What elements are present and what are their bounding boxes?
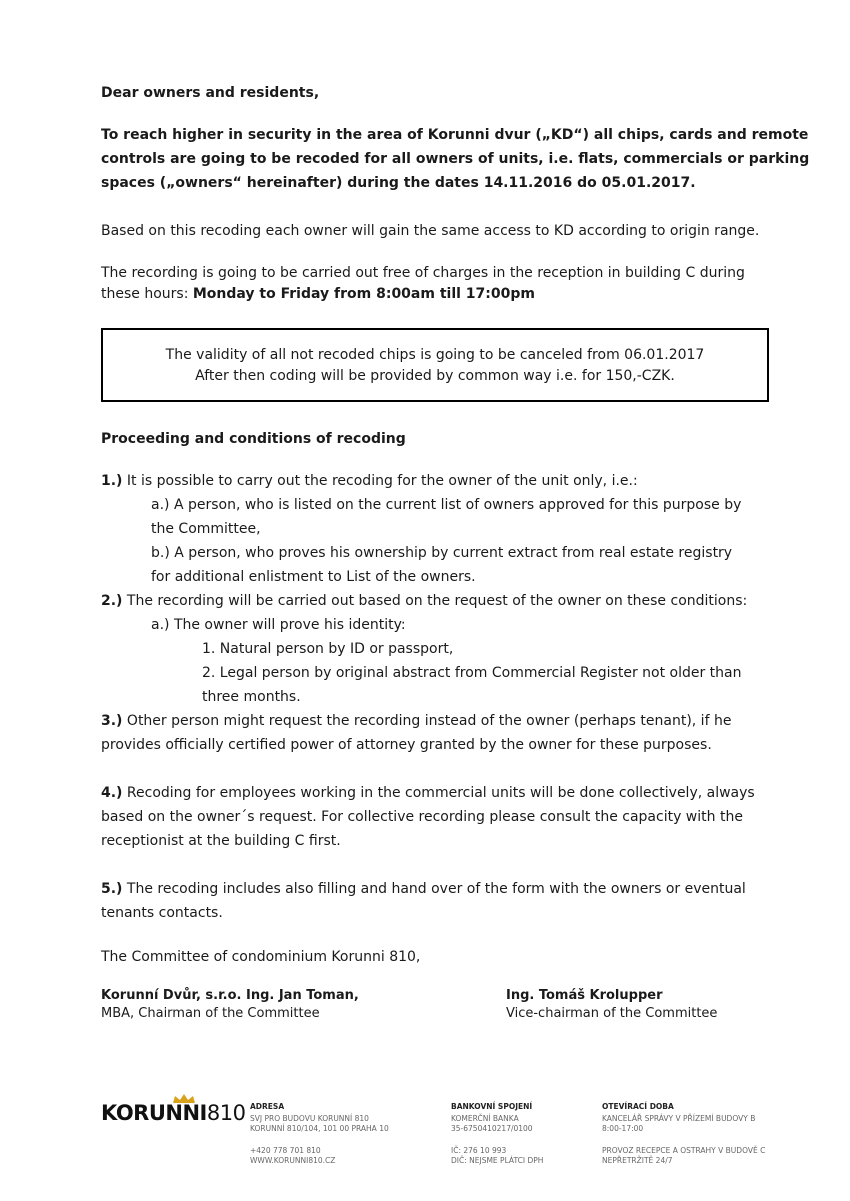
notice-line-2: After then coding will be provided by common way i.e. for 150,-CZK. xyxy=(195,368,675,384)
item-3-number: 3.) xyxy=(101,713,123,729)
item-2 xyxy=(101,592,747,610)
item-3-line-2: provides officially certified power of attorney granted by the owner for these purposes. xyxy=(101,737,712,753)
item-5-line-2: tenants contacts. xyxy=(101,905,223,921)
item-3-text: Other person might request the recording instead of the owner (perhaps tenant), if he xyxy=(122,713,732,729)
logo-number: 810 xyxy=(206,1101,246,1125)
item-2a: a.) The owner will prove his identity: xyxy=(151,617,406,633)
footer-bank-line-2: 35-6750410217/0100 xyxy=(451,1124,533,1133)
hours-prefix: these hours: xyxy=(101,286,193,302)
item-1b-line-2: for additional enlistment to List of the owners. xyxy=(151,569,476,585)
footer-address-line-2: KORUNNÍ 810/104, 101 00 PRAHA 10 xyxy=(250,1124,389,1133)
footer-bank xyxy=(451,1102,543,1166)
hours-paragraph-line-1: The recording is going to be carried out free of charges in the reception in building C during xyxy=(101,265,745,281)
footer-address-line-1: SVJ PRO BUDOVU KORUNNÍ 810 xyxy=(250,1114,369,1123)
signature-left xyxy=(101,987,359,1023)
item-2a-2-line-2: three months. xyxy=(202,689,301,705)
greeting: Dear owners and residents, xyxy=(101,85,320,101)
signature-right xyxy=(506,987,717,1023)
logo-text xyxy=(101,1101,245,1125)
item-1a-line-1: a.) A person, who is listed on the current list of owners approved for this purpose by xyxy=(151,497,742,513)
footer-address xyxy=(250,1102,389,1166)
footer-hours-line-1: KANCELÁŘ SPRÁVY V PŘÍZEMÍ BUDOVY B xyxy=(602,1114,756,1123)
item-1a-line-2: the Committee, xyxy=(151,521,261,537)
intro-line-2: controls are going to be recoded for all owners of units, i.e. flats, commercials or parking xyxy=(101,151,810,167)
footer-bank-line-1: KOMERČNÍ BANKA xyxy=(451,1114,519,1123)
item-4-number: 4.) xyxy=(101,785,123,801)
hours-bold: Monday to Friday from 8:00am till 17:00pm xyxy=(192,286,535,302)
item-4-line-2: based on the owner´s request. For collective recording please consult the capacity with the xyxy=(101,809,743,825)
footer-address-line-4: WWW.KORUNNI810.CZ xyxy=(250,1156,336,1165)
signature-left-title: MBA, Chairman of the Committee xyxy=(101,1006,320,1021)
item-1-number: 1.) xyxy=(101,473,123,489)
item-2-number: 2.) xyxy=(101,593,123,609)
footer-bank-head: BANKOVNÍ SPOJENÍ xyxy=(451,1102,533,1111)
footer-hours-line-2: 8:00-17:00 xyxy=(602,1124,644,1133)
item-5-number: 5.) xyxy=(101,881,123,897)
footer-hours xyxy=(602,1102,765,1166)
section-title: Proceeding and conditions of recoding xyxy=(101,431,406,447)
item-1 xyxy=(101,472,638,490)
footer-hours-line-4: NEPŘETRŽITĚ 24/7 xyxy=(602,1156,673,1165)
footer-bank-line-4: DIČ: NEJSME PLÁTCI DPH xyxy=(451,1156,544,1165)
korunni-logo xyxy=(101,1097,246,1127)
item-4-text: Recoding for employees working in the commercial units will be done collectively, always xyxy=(122,785,755,801)
footer-hours-line-3: PROVOZ RECEPCE A OSTRAHY V BUDOVĚ C xyxy=(602,1146,766,1155)
item-1b-line-1: b.) A person, who proves his ownership by current extract from real estate registry xyxy=(151,545,733,561)
closing-line: The Committee of condominium Korunni 810, xyxy=(101,949,421,965)
footer-address-head: ADRESA xyxy=(250,1102,285,1111)
item-2-text: The recording will be carried out based on the request of the owner on these conditions: xyxy=(122,593,748,609)
item-2a-1: 1. Natural person by ID or passport, xyxy=(202,641,454,657)
signature-left-name: Korunní Dvůr, s.r.o. Ing. Jan Toman, xyxy=(101,988,359,1003)
item-5 xyxy=(101,880,746,898)
hours-paragraph-line-2 xyxy=(101,285,535,303)
intro-line-1: To reach higher in security in the area of Korunni dvur („KD“) all chips, cards and remote xyxy=(101,127,809,143)
signature-right-name: Ing. Tomáš Krolupper xyxy=(506,988,663,1003)
item-4 xyxy=(101,784,755,802)
footer-hours-head: OTEVÍRACÍ DOBA xyxy=(602,1102,674,1111)
notice-line-1: The validity of all not recoded chips is going to be canceled from 06.01.2017 xyxy=(165,347,705,363)
notice-box xyxy=(101,328,769,402)
signature-right-title: Vice-chairman of the Committee xyxy=(506,1006,718,1021)
logo-word: KORUNNI xyxy=(101,1101,207,1125)
item-5-text: The recoding includes also filling and hand over of the form with the owners or eventual xyxy=(122,881,746,897)
item-4-line-3: receptionist at the building C first. xyxy=(101,833,341,849)
access-paragraph: Based on this recoding each owner will gain the same access to KD according to origin range. xyxy=(101,223,760,239)
item-1-text: It is possible to carry out the recoding for the owner of the unit only, i.e.: xyxy=(122,473,638,489)
footer-bank-line-3: IČ: 276 10 993 xyxy=(451,1146,507,1155)
item-3 xyxy=(101,712,731,730)
item-2a-2-line-1: 2. Legal person by original abstract from Commercial Register not older than xyxy=(202,665,742,681)
footer-address-line-3: +420 778 701 810 xyxy=(250,1146,321,1155)
intro-line-3: spaces („owners“ hereinafter) during the dates 14.11.2016 do 05.01.2017. xyxy=(101,175,696,191)
